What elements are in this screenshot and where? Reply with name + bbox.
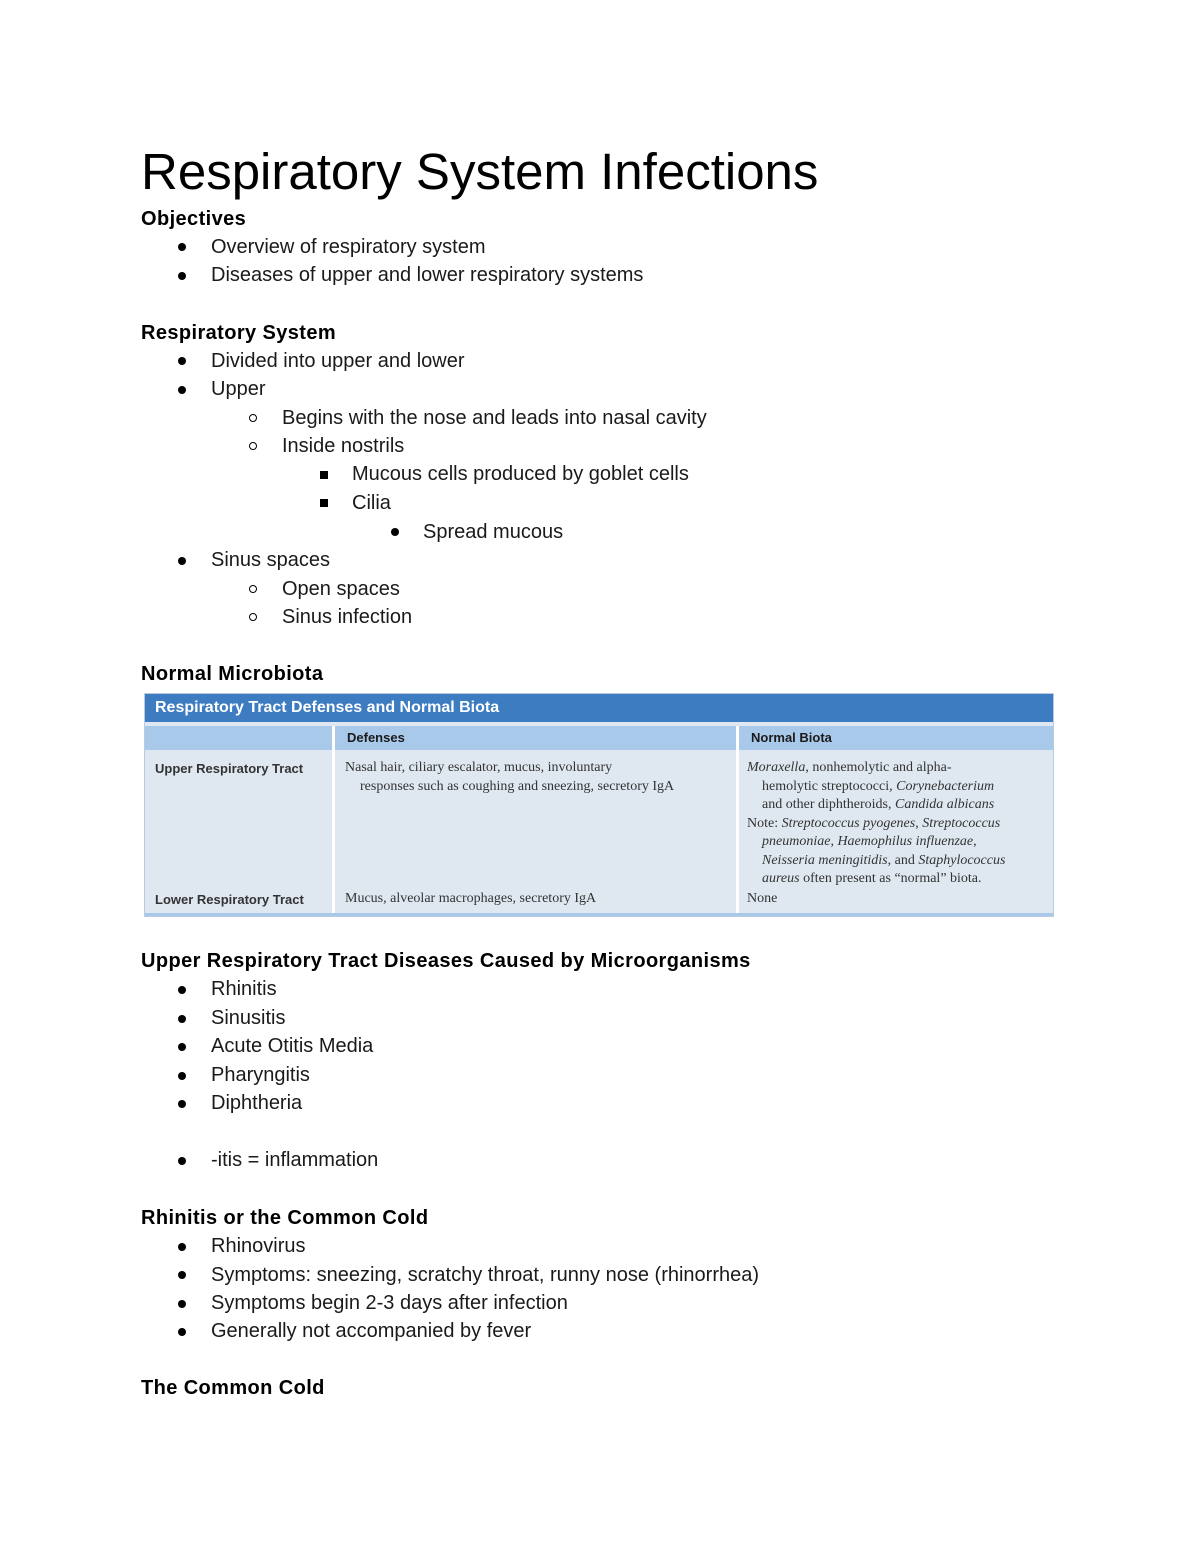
text-run: Streptococcus pyogenes bbox=[781, 815, 916, 831]
bullet-icon bbox=[178, 243, 186, 251]
bullet-icon bbox=[178, 1100, 186, 1108]
objectives-heading: Objectives bbox=[141, 208, 247, 230]
list-item: Sinus spaces bbox=[211, 549, 330, 571]
bullet-icon bbox=[178, 1271, 186, 1279]
list-item: Symptoms: sneezing, scratchy throat, runny nose (rhinorrhea) bbox=[211, 1264, 760, 1286]
text-run: Moraxella bbox=[747, 760, 806, 775]
bullet-icon bbox=[178, 386, 186, 394]
table-bottom-border bbox=[145, 913, 1053, 916]
list-item: Overview of respiratory system bbox=[211, 236, 486, 258]
text-run: Staphylococcus bbox=[918, 852, 1006, 868]
list-item: Rhinovirus bbox=[211, 1235, 306, 1257]
bullet-icon bbox=[178, 1243, 186, 1251]
text-run: , bbox=[915, 815, 923, 831]
list-item: Sinusitis bbox=[211, 1007, 286, 1029]
list-item: -itis = inflammation bbox=[211, 1149, 379, 1171]
bullet-icon bbox=[178, 357, 186, 365]
circle-bullet-icon bbox=[249, 414, 257, 422]
text-run: Streptococcus bbox=[922, 815, 1001, 831]
list-item: Spread mucous bbox=[423, 521, 564, 543]
cell-line: responses such as coughing and sneezing, secretory IgA bbox=[360, 778, 675, 794]
list-item: Sinus infection bbox=[282, 606, 413, 628]
table-divider bbox=[332, 726, 335, 916]
bullet-icon bbox=[178, 1328, 186, 1336]
rhinitis-heading: Rhinitis or the Common Cold bbox=[141, 1207, 429, 1229]
text-run: aureus bbox=[762, 871, 800, 886]
text-run: , bbox=[830, 834, 838, 849]
bullet-icon bbox=[178, 1043, 186, 1051]
text-run: Haemophilus influenzae bbox=[837, 834, 974, 849]
list-item: Inside nostrils bbox=[282, 435, 405, 457]
text-run: hemolytic streptococci, bbox=[762, 778, 897, 794]
bullet-icon bbox=[178, 1015, 186, 1023]
text-run: , bbox=[973, 834, 977, 849]
list-item: Begins with the nose and leads into nasal cavity bbox=[282, 407, 707, 429]
cell-lower-defenses: Mucus, alveolar macrophages, secretory IgA bbox=[345, 891, 597, 906]
cell-upper-defenses bbox=[345, 759, 735, 796]
list-item: Diseases of upper and lower respiratory systems bbox=[211, 264, 644, 286]
list-item: Pharyngitis bbox=[211, 1064, 310, 1086]
row-label-lower: Lower Respiratory Tract bbox=[155, 892, 304, 907]
cell-lower-biota: None bbox=[747, 891, 778, 906]
bullet-icon bbox=[178, 272, 186, 280]
list-item: Symptoms begin 2-3 days after infection bbox=[211, 1292, 568, 1314]
list-item: Diphtheria bbox=[211, 1092, 303, 1114]
circle-bullet-icon bbox=[249, 585, 257, 593]
bullet-icon bbox=[178, 1157, 186, 1165]
bullet-icon bbox=[178, 557, 186, 565]
table-header-blank bbox=[145, 726, 332, 750]
upper-diseases-heading: Upper Respiratory Tract Diseases Caused by Microorganisms bbox=[141, 950, 751, 972]
text-run: Corynebacterium bbox=[896, 778, 995, 794]
list-item: Acute Otitis Media bbox=[211, 1035, 374, 1057]
page-title: Respiratory System Infections bbox=[141, 143, 819, 200]
list-item: Divided into upper and lower bbox=[211, 350, 465, 372]
bullet-icon bbox=[178, 1072, 186, 1080]
table-header-normal-biota: Normal Biota bbox=[739, 726, 1053, 750]
list-item: Generally not accompanied by fever bbox=[211, 1320, 532, 1342]
common-cold-heading: The Common Cold bbox=[141, 1377, 325, 1399]
text-run: Neisseria meningitidis bbox=[762, 852, 888, 868]
list-item: Rhinitis bbox=[211, 978, 277, 1000]
bullet-icon bbox=[391, 528, 399, 536]
square-bullet-icon bbox=[320, 499, 328, 507]
bullet-icon bbox=[178, 986, 186, 994]
bullet-icon bbox=[178, 1300, 186, 1308]
square-bullet-icon bbox=[320, 471, 328, 479]
normal-microbiota-heading: Normal Microbiota bbox=[141, 663, 324, 685]
text-run: Note: bbox=[747, 815, 782, 831]
list-item: Cilia bbox=[352, 492, 391, 514]
table-divider bbox=[736, 726, 739, 916]
text-run: Candida albicans bbox=[894, 797, 995, 812]
table-title: Respiratory Tract Defenses and Normal Biota bbox=[145, 694, 1053, 722]
respiratory-system-heading: Respiratory System bbox=[141, 322, 337, 344]
list-item: Mucous cells produced by goblet cells bbox=[352, 463, 689, 485]
list-item: Open spaces bbox=[282, 578, 400, 600]
circle-bullet-icon bbox=[249, 442, 257, 450]
text-run: , and bbox=[887, 852, 919, 868]
list-item: Upper bbox=[211, 378, 266, 400]
text-run: often present as “normal” biota. bbox=[799, 871, 982, 886]
circle-bullet-icon bbox=[249, 613, 257, 621]
text-run: pneumoniae bbox=[762, 834, 831, 849]
text-run: and other diphtheroids, bbox=[762, 797, 895, 812]
cell-upper-biota bbox=[747, 759, 1047, 889]
table-header-defenses: Defenses bbox=[335, 726, 736, 750]
cell-line: Nasal hair, ciliary escalator, mucus, involuntary bbox=[345, 760, 613, 775]
text-run: , nonhemolytic and alpha- bbox=[805, 760, 952, 775]
row-label-upper: Upper Respiratory Tract bbox=[155, 761, 304, 776]
biota-table bbox=[144, 693, 1054, 917]
